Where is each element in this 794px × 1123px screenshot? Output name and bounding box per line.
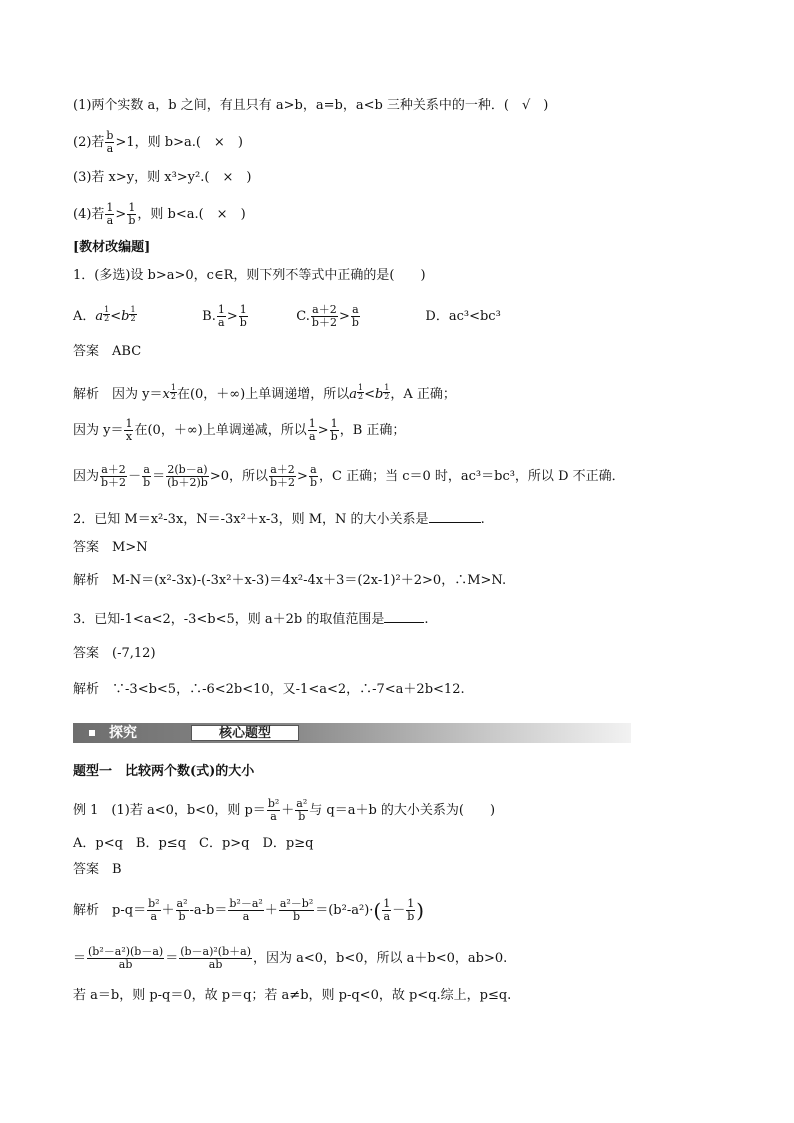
example-1-options: A．p<q B．p≤q C．p>q D．p≥q xyxy=(73,836,314,851)
banner-title: 探究 xyxy=(109,725,137,741)
bullet-square-icon xyxy=(89,730,95,736)
problem-1-options: A．a $\frac{1}{2}$ <b $\frac{1}{2}$ B. $\frac{1}{a}$ > $\frac{1}{b}$ C. $\frac{a+2}{b+2}$ > $\frac{a}{b}$ D．ac³<bc³ xyxy=(73,303,501,329)
review-q2: (2)若 $\frac{b}{a}$ >1，则 b>a.( × ) xyxy=(73,129,243,155)
problem-3-explanation: 解析 ∵-3<b<5，∴-6<2b<10，又-1<a<2，∴-7<a＋2b<12. xyxy=(73,682,465,697)
problem-3-stem: 3．已知-1<a<2，-3<b<5，则 a＋2b 的取值范围是 . xyxy=(73,612,429,627)
problem-1-answer: 答案 ABC xyxy=(73,344,142,359)
banner-subtitle: 核心题型 xyxy=(191,725,299,741)
section-banner xyxy=(73,723,631,743)
review-q4: (4)若 $\frac{1}{a}$ > $\frac{1}{b}$ ，则 b<a.( × ) xyxy=(73,201,246,227)
answer-blank xyxy=(384,610,424,623)
example-1-explanation-2: ＝ $\frac{\text{(b²－a²)(b－a)}}{ab}$ ＝ $\frac{\text{(b－a)²(b＋a)}}{ab}$ ，因为 a<0，b<0，所以 a＋b<0，ab>0. xyxy=(73,945,508,971)
review-q3: (3)若 x>y，则 x³>y².( × ) xyxy=(73,170,252,185)
problem-1-explanation-2: 因为 y＝ $\frac{1}{x}$ 在(0，＋∞)上单调递减，所以 $\frac{1}{a}$ > $\frac{1}{b}$ ，B 正确； xyxy=(73,417,406,443)
answer-blank xyxy=(429,510,481,523)
problem-1-explanation-1: 解析 因为 y＝x $\frac{1}{2}$ 在(0，＋∞)上单调递增，所以a $\frac{1}{2}$ <b $\frac{1}{2}$ ，A 正确； xyxy=(73,383,456,402)
problem-2-explanation: 解析 M-N＝(x²-3x)-(-3x²＋x-3)＝4x²-4x＋3＝(2x-1)²＋2>0，∴M>N. xyxy=(73,573,507,588)
fraction: $\frac{b}{a}$ xyxy=(106,129,114,155)
problem-2-stem: 2．已知 M＝x²-3x，N＝-3x²＋x-3，则 M，N 的大小关系是 . xyxy=(73,512,485,527)
type-1-title: 题型一 比较两个数(式)的大小 xyxy=(73,764,255,779)
example-1-stem: 例 1 (1)若 a<0，b<0，则 p＝ $\frac{\text{b²}}{a}$ ＋ $\frac{\text{a²}}{b}$ 与 q＝a＋b 的大小关系为( ) xyxy=(73,797,496,823)
example-1-explanation-1: 解析 p-q＝ $\frac{\text{b²}}{a}$ ＋ $\frac{\text{a²}}{b}$ -a-b＝ $\frac{\text{b²－a²}}{a}$ ＋ $\frac{\text{a²－b²}}{b}$ ＝(b²-a²)·( $\frac{1}{a}$ － $\frac{1}{b}$ ) xyxy=(73,897,425,923)
problem-1-stem: 1．(多选)设 b>a>0，c∈R，则下列不等式中正确的是( ) xyxy=(73,268,426,283)
example-1-explanation-3: 若 a＝b，则 p-q＝0，故 p＝q；若 a≠b，则 p-q<0，故 p<q.综上，p≤q. xyxy=(73,988,512,1003)
review-q1: (1)两个实数 a，b 之间，有且只有 a>b，a=b，a<b 三种关系中的一种．( √ ) xyxy=(73,98,549,113)
example-1-answer: 答案 B xyxy=(73,862,122,877)
problem-3-answer: 答案 (-7,12) xyxy=(73,646,156,661)
problem-2-answer: 答案 M>N xyxy=(73,540,148,555)
problem-1-explanation-3: 因为 $\frac{a+2}{b+2}$ － $\frac{a}{b}$ ＝ $\frac{2(b-a)}{(b+2)b}$ >0，所以 $\frac{a+2}{b+2}$ > $\frac{a}{b}$ ，C 正确；当 c＝0 时，ac³＝bc³，所以 D 不正确． xyxy=(73,463,625,489)
textbook-heading: [教材改编题] xyxy=(73,240,151,255)
